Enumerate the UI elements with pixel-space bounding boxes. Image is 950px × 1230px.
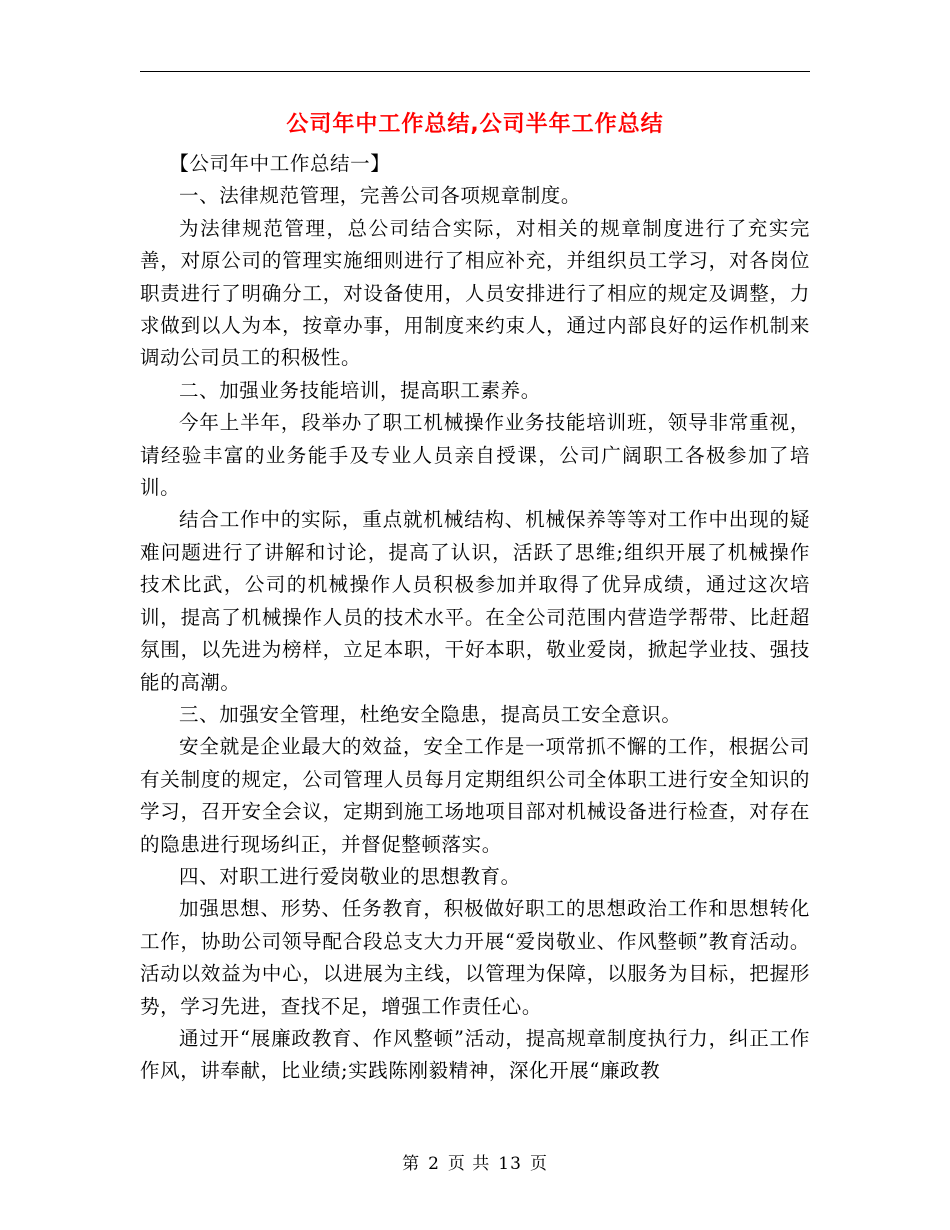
section-heading: 【公司年中工作总结一】 xyxy=(169,152,391,175)
header-rule xyxy=(140,71,810,72)
paragraph-3: 结合工作中的实际，重点就机械结构、机械保养等等对工作中出现的疑难问题进行了讲解和讨论，提高了认识，活跃了思维;组织开展了机械操作技术比武，公司的机械操作人员积极参加并取得了优异成绩，通过这次培训，提高了机械操作人员的技术水平。在全公司范围内营造学帮带、比赶超氛围，以先进为榜样，立足本职，干好本职，敬业爱岗，掀起学业技、强技能的高潮。 xyxy=(140,508,810,694)
document-title: 公司年中工作总结,公司半年工作总结 xyxy=(286,112,664,137)
paragraph-1: 为法律规范管理，总公司结合实际，对相关的规章制度进行了充实完善，对原公司的管理实施细则进行了相应补充，并组织员工学习，对各岗位职责进行了明确分工，对设备使用，人员安排进行了相应的规定及调整，力求做到以人为本，按章办事，用制度来约束人，通过内部良好的运作机制来调动公司员工的积极性。 xyxy=(140,216,810,370)
footer-suffix: 页 xyxy=(529,1154,548,1174)
paragraph-2: 今年上半年，段举办了职工机械操作业务技能培训班，领导非常重视，请经验丰富的业务能手及专业人员亲自授课，公司广阔职工各极参加了培训。 xyxy=(140,411,810,500)
footer-middle: 页 共 xyxy=(447,1154,491,1174)
footer-total-pages: 13 xyxy=(498,1154,522,1174)
subheading-3: 三、加强安全管理，杜绝安全隐患，提高员工安全意识。 xyxy=(179,702,682,726)
document-body xyxy=(140,148,810,1088)
paragraph-6: 通过开“展廉政教育、作风整顿”活动，提高规章制度执行力，纠正工作作风，讲奉献，比业绩;实践陈刚毅精神，深化开展“廉政教 xyxy=(140,1026,810,1083)
subheading-2: 二、加强业务技能培训，提高职工素养。 xyxy=(179,378,541,402)
subheading-4: 四、对职工进行爱岗敬业的思想教育。 xyxy=(179,864,521,888)
footer-page-number: 2 xyxy=(428,1154,440,1174)
subheading-1: 一、法律规范管理，完善公司各项规章制度。 xyxy=(179,184,582,208)
paragraph-4: 安全就是企业最大的效益，安全工作是一项常抓不懈的工作，根据公司有关制度的规定，公司管理人员每月定期组织公司全体职工进行安全知识的学习，召开安全会议，定期到施工场地项目部对机械设备进行检查，对存在的隐患进行现场纠正，并督促整顿落实。 xyxy=(140,735,810,856)
page-footer xyxy=(0,1152,950,1176)
paragraph-5: 加强思想、形势、任务教育，积极做好职工的思想政治工作和思想转化工作，协助公司领导配合段总支大力开展“爱岗敬业、作风整顿”教育活动。活动以效益为中心，以进展为主线，以管理为保障，以服务为目标，把握形势，学习先进，查找不足，增强工作责任心。 xyxy=(140,897,810,1018)
footer-prefix: 第 xyxy=(402,1154,421,1174)
